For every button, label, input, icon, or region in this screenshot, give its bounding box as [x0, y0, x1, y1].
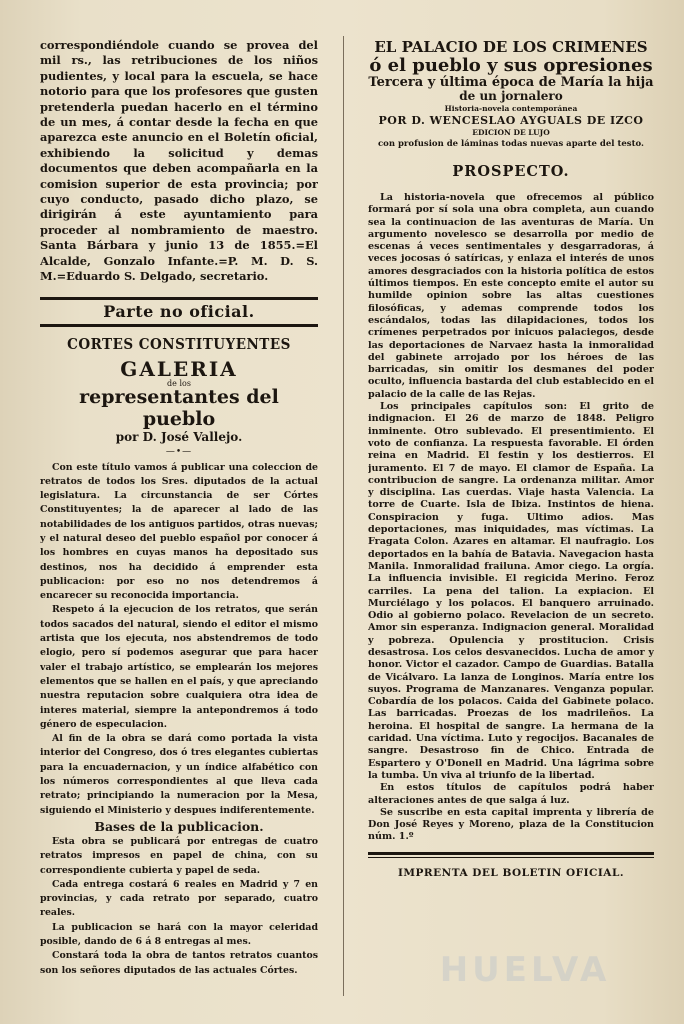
- novel-epoch-line-2: de un jornalero: [459, 89, 563, 103]
- novel-author: POR D. WENCESLAO AYGUALS DE IZCO: [378, 114, 644, 127]
- representantes-heading: representantes del pueblo: [79, 385, 279, 430]
- novel-epoch-line: Tercera y última época de María la hija: [368, 75, 654, 90]
- section-rule-bottom: [40, 324, 318, 327]
- library-watermark: HUELVA: [439, 950, 611, 990]
- author-line: por D. José Vallejo.: [115, 429, 243, 444]
- footer-rule-thin: [368, 857, 654, 858]
- novel-title: EL PALACIO DE LOS CRIMENES: [374, 38, 648, 56]
- illustrations-note: con profusion de láminas todas nuevas aparte del testo.: [378, 139, 644, 149]
- bases-paragraph-4: Constará toda la obra de tantos retratos cuantos son los señores diputados de las actuales Córtes.: [40, 950, 318, 976]
- ornament-divider: —•—: [165, 446, 193, 457]
- left-column: [40, 38, 318, 1024]
- municipal-notice-text: correspondiéndole cuando se provea del mil rs., las retribuciones de los niños pudientes, y local para la escuela, se hace notorio para que los profesores que gusten pretenderla puedan hacerlo en el término de un mes, á contar desde la fecha en que aparezca este anuncio en el Boletín oficial, exhibiendo la solicitud y demas documentos que deben acompañarla en la comision superior de esta provincia; por cuyo conducto, pasado dicho plazo, se dirigirán á este ayuntamiento para proceder al nombramiento de maestro. Santa Bárbara y junio 13 de 1855.=El Alcalde, Gonzalo Infante.=P. M. D. S. M.=Eduardo S. Delgado, secretario.: [40, 38, 318, 284]
- de-los-label: de los: [167, 378, 191, 388]
- cortes-heading: CORTES CONSTITUYENTES: [67, 334, 291, 353]
- alterations-note: En estos títulos de capítulos podrá haber alteraciones antes de que salga á luz.: [368, 782, 654, 806]
- novel-subtitle: ó el pueblo y sus opresiones: [369, 55, 653, 76]
- imprint-line: IMPRENTA DEL BOLETIN OFICIAL.: [398, 866, 624, 879]
- edition-label: EDICION DE LUJO: [472, 128, 550, 137]
- section-heading-parte: Parte no oficial.: [103, 301, 255, 321]
- prospecto-heading: PROSPECTO.: [452, 163, 570, 180]
- bases-heading: Bases de la publicacion.: [94, 818, 264, 834]
- column-divider: [343, 36, 344, 996]
- prospecto-paragraph-1: La historia-novela que ofrecemos al público formará por sí sola una obra completa, aun cuando sea la continuacion de las aventuras de María. Un argumento novelesco se desarrolla por medio de escenas á veces sentimentales y desgarradoras, á veces jocosas ó satíricas, y enlaza el interés de unos amores desgraciados con la historia política de estos últimos tiempos. En este concepto emite el autor su humilde opinion sobre las altas cuestiones filosóficas, y ademas comprende todos los escándalos, todas las dilapidaciones, todos los crímenes perpetrados por inicuos palaciegos, desde las deportaciones de Narvaez hasta la inmoralidad del gabinete arrojado por los héroes de las barricadas, sin omitir los desmanes del poder oculto, influencia bastarda del club establecido en el palacio de la calle de las Rejas.: [368, 192, 654, 400]
- right-column: [368, 38, 654, 1024]
- bases-paragraph-2: Cada entrega costará 6 reales en Madrid y 7 en provincias, y cada retrato por separado, cuatro reales.: [40, 878, 318, 919]
- novel-genre: Historia-novela contemporánea: [444, 104, 578, 113]
- section-rule-top: [40, 297, 318, 300]
- galeria-paragraph-2: Respeto á la ejecucion de los retratos, que serán todos sacados del natural, siendo el editor el mismo artista que los ejecuta, nos abstendremos de todo elogio, pero sí podemos asegurar que para hacer valer el trabajo artístico, se emplearán los mejores elementos que se hallen en el país, y que apreciando nuestra reputacion sobre cualquiera otra idea de interes material, siempre la antepondremos á todo género de especulacion.: [40, 604, 318, 730]
- subscription-note: Se suscribe en esta capital imprenta y librería de Don José Reyes y Moreno, plaza de la Constitucion núm. 1.º: [368, 806, 654, 843]
- galeria-paragraph-3: Al fin de la obra se dará como portada la vista interior del Congreso, dos ó tres elegantes cubiertas para la encuadernacion, y un índice alfabético con los números correspondientes al que lleva cada retrato; principiando la numeracion por la Mesa, siguiendo el Ministerio y despues indiferentemente.: [40, 733, 318, 816]
- galeria-heading: GALERIA: [120, 356, 238, 381]
- bases-paragraph-3: La publicacion se hará con la mayor celeridad posible, dando de 6 á 8 entregas al mes.: [40, 921, 318, 947]
- chapters-paragraph: Los principales capítulos son: El grito de indignacion. El 26 de marzo de 1848. Peligro inminente. Otro sublevado. El presentimiento. El voto de confianza. La respuesta favorable. El órden reina en Madrid. El festin y los destierros. El juramento. El 7 de mayo. El clamor de España. La contribucion de sangre. La ordenanza militar. Amor y disciplina. Las cuerdas. Viaje hasta Valencia. La torre de Cuarte. Isla de Ibiza. Instintos de hiena. Conspiracion y fuga. Ultimo adios. Mas deportaciones, mas iniquidades, mas víctimas. La Fragata Colon. Azares en altamar. El naufragio. Los deportados en la bahía de Batavia. Navegacion hasta Manila. Inmoralidad frailuna. Amor ciego. La orgía. La influencia invisible. El regicida Merino. Feroz carriles. La pena del talion. La expiacion. El Murciélago y los polacos. El banquero arruinado. Odio al gobierno polaco. Revelacion de un secreto. Amor sin esperanza. Indignacion general. Moralidad y pobreza. Opulencia y prostitucion. Crisis desastrosa. Los celos desvanecidos. Lucha de amor y honor. Victor el cazador. Campo de Guardias. Batalla de Vicálvaro. La lanza de Longinos. María entre los suyos. Programa de Manzanares. Venganza popular. Cobardía de los polacos. Caida del Gabinete polaco. Las barricadas. Proezas de los madrileños. La heroina. El hospital de sangre. La hermana de la caridad. Una víctima. Luto y regocijos. Bacanales de sangre. Desastroso fin de Chico. Entrada de Espartero y O'Donell en Madrid. Una lágrima sobre la tumba. Un viva al triunfo de la libertad.: [368, 401, 654, 781]
- bases-paragraph-1: Esta obra se publicará por entregas de cuatro retratos impresos en papel de china, con su correspondiente cubierta y papel de seda.: [40, 835, 318, 876]
- galeria-paragraph-1: Con este título vamos á publicar una coleccion de retratos de todos los Sres. diputados de la actual legislatura. La circunstancia de ser Córtes Constituyentes; la de aparecer al lado de las notabilidades de los antiguos partidos, otras nuevas; y el natural deseo del pueblo español por conocer á los hombres en cuyas manos ha depositado sus destinos, nos ha decidido á emprender esta publicacion: por eso no nos detendremos á encarecer su reconocida importancia.: [40, 461, 318, 602]
